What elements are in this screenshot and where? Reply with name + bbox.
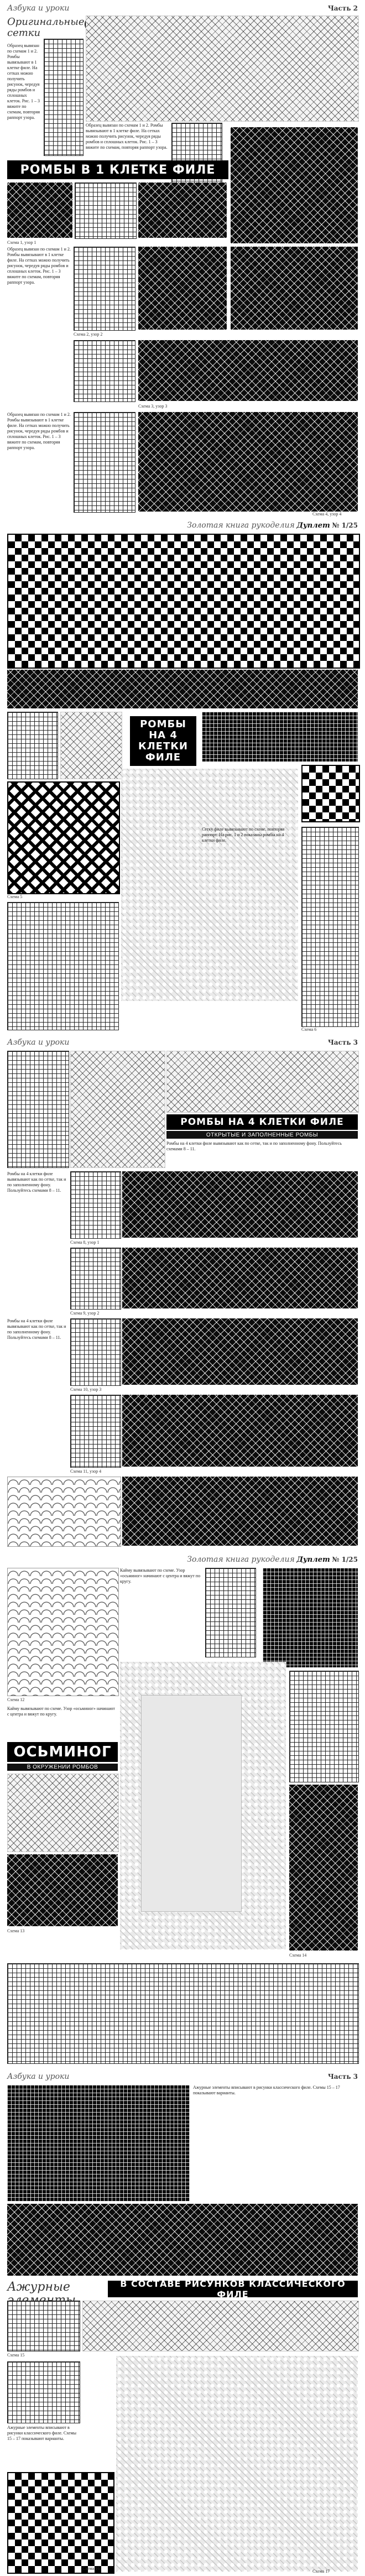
page-2	[3, 517, 362, 1034]
chart-10	[7, 1051, 69, 1168]
section-banner: ОСЬМИНОГ	[7, 1742, 118, 1762]
body-text: Сетку филе вывязывают по схеме, повторяя раппорт. На рис. 1 и 2 показаны ромбы на 4 клетки филе.	[202, 827, 285, 843]
chart-1	[44, 39, 84, 156]
lace-band	[7, 2204, 358, 2276]
chart-3	[75, 182, 137, 239]
chart-4	[74, 247, 135, 331]
page-3	[3, 1034, 362, 1551]
body-text: Кайму вывязывают по схеме. Узор «осьминог» начинают с центра и вяжут по кругу.	[120, 1568, 201, 1584]
lace-photo-top	[86, 15, 359, 122]
body-text-3: Ромбы на 4 клетки филе вывязывают как по сетке, так и по заполненному фону. Пользуйтесь схемами 8 – 11.	[7, 1318, 66, 1340]
caption: Схема 3, узор 3	[138, 404, 168, 409]
filet-chart	[7, 2472, 114, 2574]
caption: Схема 4, узор 4	[312, 512, 342, 517]
fabric-center	[141, 1695, 242, 1912]
body-text: Ажурные элементы вписывают в рисунки классического филе. Схемы 15 – 17 показывают варианты.	[193, 2085, 340, 2095]
lace-edging	[82, 2301, 359, 2351]
part-label: Часть 3	[327, 2073, 358, 2080]
series-logo: Азбука и уроки	[7, 2072, 70, 2081]
lace-sample-4	[231, 247, 358, 330]
caption: Схема 5	[7, 894, 23, 899]
body-text: Образец вывязан по схемам 1 и 2. Ромбы вывязывают в 1 клетке филе. На сетках можно получить рисунок, чередуя ряды ромбов и сплошных клеток. Рис. 1 – 3 вяжите по схемам, повторяя раппорт узора.	[7, 43, 40, 120]
chart-9	[301, 827, 359, 1027]
caption: Схема 6	[301, 1027, 317, 1032]
section-banner: РОМБЫ НА 4 КЛЕТКИ ФИЛЕ	[166, 1114, 358, 1130]
chart-18	[289, 1671, 359, 1782]
lace-sample-16	[289, 1785, 358, 1951]
filet-sample	[202, 712, 358, 762]
body-text-2: Образец вывязан по схемам 1 и 2. Ромбы вывязывают в 1 клетке филе. На сетках можно получить рисунок, чередуя ряды ромбов и сплошных клеток. Рис. 1 – 3 вяжите по схемам, повторяя раппорт узора.	[86, 123, 168, 150]
lace-sample-8	[70, 1051, 165, 1168]
section-banner: РОМБЫ В 1 КЛЕТКЕ ФИЛЕ	[7, 160, 228, 179]
caption: Схема 1, узор 1	[7, 240, 36, 245]
body-text-2: Ромбы на 4 клетки филе вывязывают как по сетке, так и по заполненному фону. Пользуйтесь схемами 8 – 11.	[7, 1171, 66, 1193]
filet-sample-square	[263, 1568, 358, 1667]
diamond-chart	[7, 781, 120, 894]
section-subbanner: В ОКРУЖЕНИИ РОМБОВ	[7, 1764, 118, 1771]
lace-band	[7, 670, 358, 708]
caption: Схема 2, узор 2	[74, 332, 103, 337]
caption: Схема 8, узор 1	[70, 1240, 100, 1245]
lace-sample-15	[7, 1854, 118, 1926]
body-text: Ромбы на 4 клетки филе вывязывают как по сетке, так и по заполненному фону. Пользуйтесь схемами 8 – 11.	[166, 1141, 342, 1151]
lace-sample-9	[122, 1171, 358, 1238]
section-banner: В СОСТАВЕ РИСУНКОВ КЛАССИЧЕСКОГО ФИЛЕ	[108, 2281, 358, 2297]
caption: Схема 10, узор 3	[70, 1387, 102, 1392]
chart-12	[70, 1248, 121, 1310]
section-subbanner: ОТКРЫТЫЕ И ЗАПОЛНЕННЫЕ РОМБЫ	[166, 1131, 358, 1139]
magazine-header: Золотая книга рукоделия Дуплет № 1/25	[187, 521, 358, 530]
chart-11	[70, 1171, 121, 1239]
page-5	[3, 2068, 362, 2576]
page-header	[7, 519, 358, 531]
caption: Схема 11, узор 4	[70, 1469, 102, 1474]
caption: Схема 17	[312, 2569, 330, 2574]
lace-sample-5	[138, 340, 358, 401]
body-text-3: Образец вывязан по схемам 1 и 2. Ромбы вывязывают в 1 клетке филе. На сетках можно получить рисунок, чередуя ряды ромбов и сплошных клеток. Рис. 1 – 3 вяжите по схемам, повторяя раппорт узора.	[7, 247, 71, 285]
lace-photo-hearts	[116, 2356, 358, 2572]
caption: Схема 14	[289, 1953, 307, 1958]
caption: Схема 15	[7, 2353, 25, 2358]
chart-20	[7, 2301, 80, 2351]
filet-chart-small	[301, 765, 360, 822]
series-logo: Азбука и уроки	[7, 4, 70, 13]
lace-sample-6	[138, 412, 358, 512]
lace-sample-14	[7, 1774, 119, 1852]
filet-chart-large	[7, 534, 360, 669]
lace-sample-12	[122, 1395, 358, 1467]
chart-15	[7, 1477, 121, 1547]
body-text-2: Ажурные элементы вписывают в рисунки классического филе. Схемы 15 – 17 показывают варианты.	[7, 2425, 77, 2441]
caption: Схема 12	[7, 1697, 25, 1702]
chart-21	[7, 2361, 80, 2423]
magazine-header: Золотая книга рукоделия Дуплет № 1/25	[187, 1555, 358, 1564]
caption: Схема 9, узор 2	[70, 1311, 100, 1316]
lace-edging	[166, 1051, 359, 1113]
lace-sample-13	[122, 1477, 358, 1546]
filet-sample-large	[7, 2085, 190, 2201]
chart-13	[70, 1318, 121, 1386]
part-label: Часть 2	[327, 4, 358, 12]
lace-sample-dark	[231, 127, 358, 243]
page-1	[3, 0, 362, 517]
page-title: Оригинальные сетки	[7, 16, 85, 39]
series-logo: Азбука и уроки	[7, 1038, 70, 1047]
lace-sample-10	[122, 1248, 358, 1308]
chart-5	[74, 340, 135, 402]
caption: Схема 13	[7, 1928, 25, 1933]
page-header	[7, 1553, 358, 1566]
page-title: Ажурные	[7, 2280, 70, 2294]
chart-14	[70, 1395, 121, 1468]
chart-16	[7, 1568, 119, 1696]
body-text-2: Кайму вывязывают по схеме. Узор «осьминог» начинают с центра и вяжут по кругу.	[7, 1706, 115, 1717]
page-header	[7, 2071, 358, 2083]
chart-7	[7, 712, 58, 779]
chart-19	[7, 1963, 359, 2064]
lace-sample-2	[138, 182, 227, 238]
page-header	[7, 2, 358, 14]
chart-8	[7, 902, 119, 1030]
lace-sample-1	[7, 182, 72, 238]
section-banner: РОМБЫ НА 4 КЛЕТКИ ФИЛЕ	[130, 716, 196, 766]
chart-17	[205, 1568, 256, 1657]
part-label: Часть 3	[327, 1039, 358, 1046]
chart-6	[74, 412, 135, 513]
lace-sample-11	[122, 1318, 358, 1385]
page-header	[7, 1036, 358, 1049]
caption: Схема 16	[82, 2566, 100, 2571]
page-4	[3, 1551, 362, 2068]
lace-sample-3	[138, 247, 227, 330]
body-text-4: Образец вывязан по схемам 1 и 2. Ромбы вывязывают в 1 клетке филе. На сетках можно получить рисунок, чередуя ряды ромбов и сплошных клеток. Рис. 1 – 3 вяжите по схемам, повторяя раппорт узора.	[7, 412, 71, 450]
lace-sample-7	[60, 712, 122, 779]
